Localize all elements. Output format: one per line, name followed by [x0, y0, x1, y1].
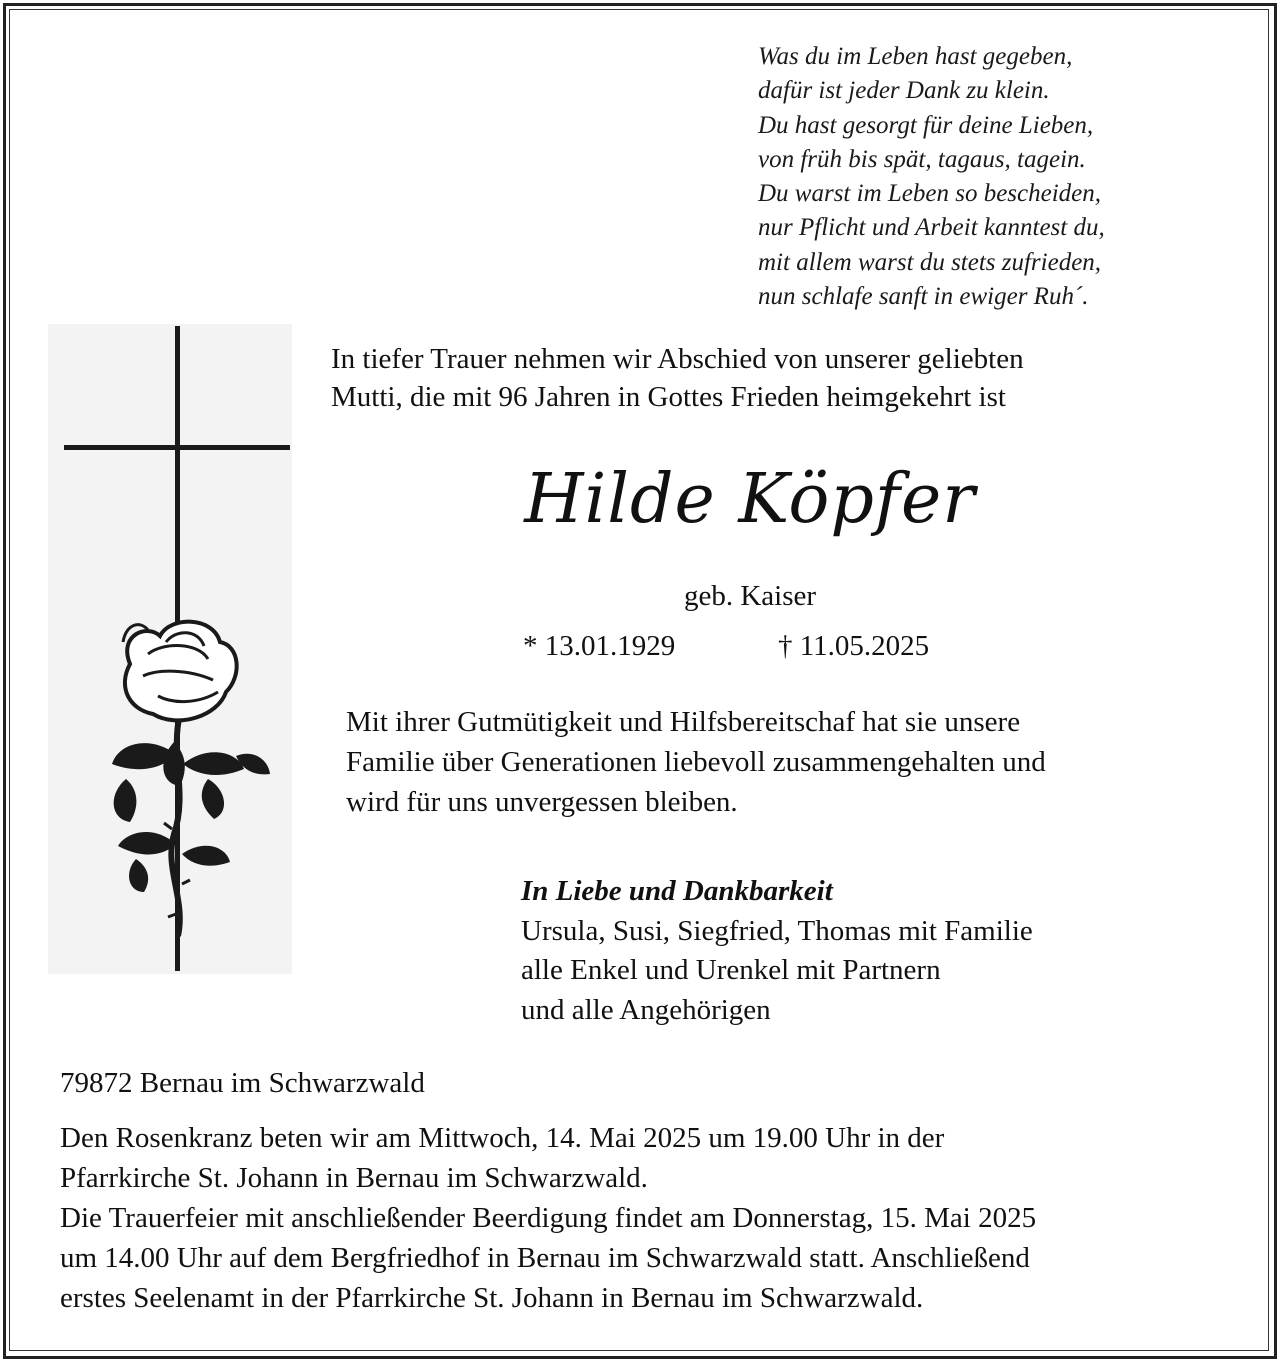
tribute-line: Familie über Generationen liebevoll zusammengehalten und — [346, 746, 1046, 778]
service-line: erstes Seelenamt in der Pfarrkirche St. Johann in Bernau im Schwarzwald. — [60, 1282, 924, 1314]
poem-line: von früh bis spät, tagaus, tagein. — [758, 145, 1086, 173]
service-info — [60, 1118, 1036, 1318]
death-date: † 11.05.2025 — [778, 630, 930, 662]
poem-line: nun schlafe sanft in ewiger Ruh´. — [758, 283, 1089, 311]
closing-heading: In Liebe und Dankbarkeit — [521, 875, 833, 907]
poem-line: Du hast gesorgt für deine Lieben, — [758, 111, 1094, 139]
memorial-poem — [758, 40, 1105, 314]
mourners-line: Ursula, Susi, Siegfried, Thomas mit Familie — [521, 914, 1033, 947]
intro-line: Mutti, die mit 96 Jahren in Gottes Frieden heimgekehrt ist — [331, 381, 1006, 413]
tribute-line: wird für uns unvergessen bleiben. — [346, 786, 738, 818]
cross-horizontal-beam — [64, 445, 290, 450]
poem-line: nur Pflicht und Arbeit kanntest du, — [758, 214, 1105, 242]
tribute-line: Mit ihrer Gutmütigkeit und Hilfsbereitschaf hat sie unsere — [346, 706, 1021, 738]
rose-bloom — [123, 622, 237, 721]
poem-line: mit allem warst du stets zufrieden, — [758, 248, 1102, 276]
location: 79872 Bernau im Schwarzwald — [60, 1067, 425, 1099]
service-line: Die Trauerfeier mit anschließender Beerdigung findet am Donnerstag, 15. Mai 2025 — [60, 1202, 1037, 1234]
birth-name: geb. Kaiser — [683, 580, 817, 612]
poem-line: Was du im Leben hast gegeben, — [758, 43, 1073, 70]
poem-line: Du warst im Leben so bescheiden, — [758, 180, 1102, 208]
service-line: Den Rosenkranz beten wir am Mittwoch, 14. Mai 2025 um 19.00 Uhr in der — [60, 1122, 945, 1154]
mourners-line: alle Enkel und Urenkel mit Partnern — [521, 954, 941, 986]
intro-text — [331, 340, 1024, 416]
birth-date: * 13.01.1929 — [523, 630, 676, 662]
mourners-line: und alle Angehörigen — [521, 993, 771, 1026]
service-line: um 14.00 Uhr auf dem Bergfriedhof in Bernau im Schwarzwald statt. Anschließend — [60, 1242, 1030, 1274]
poem-line: dafür ist jeder Dank zu klein. — [758, 77, 1050, 105]
service-line: Pfarrkirche St. Johann in Bernau im Schwarzwald. — [60, 1162, 648, 1194]
cross-with-rose-icon — [48, 324, 292, 974]
intro-line: In tiefer Trauer nehmen wir Abschied von unserer geliebten — [331, 343, 1024, 375]
tribute-text — [346, 702, 1046, 822]
mourners-block — [521, 872, 1033, 1030]
deceased-name: Hilde Köpfer — [524, 460, 976, 539]
